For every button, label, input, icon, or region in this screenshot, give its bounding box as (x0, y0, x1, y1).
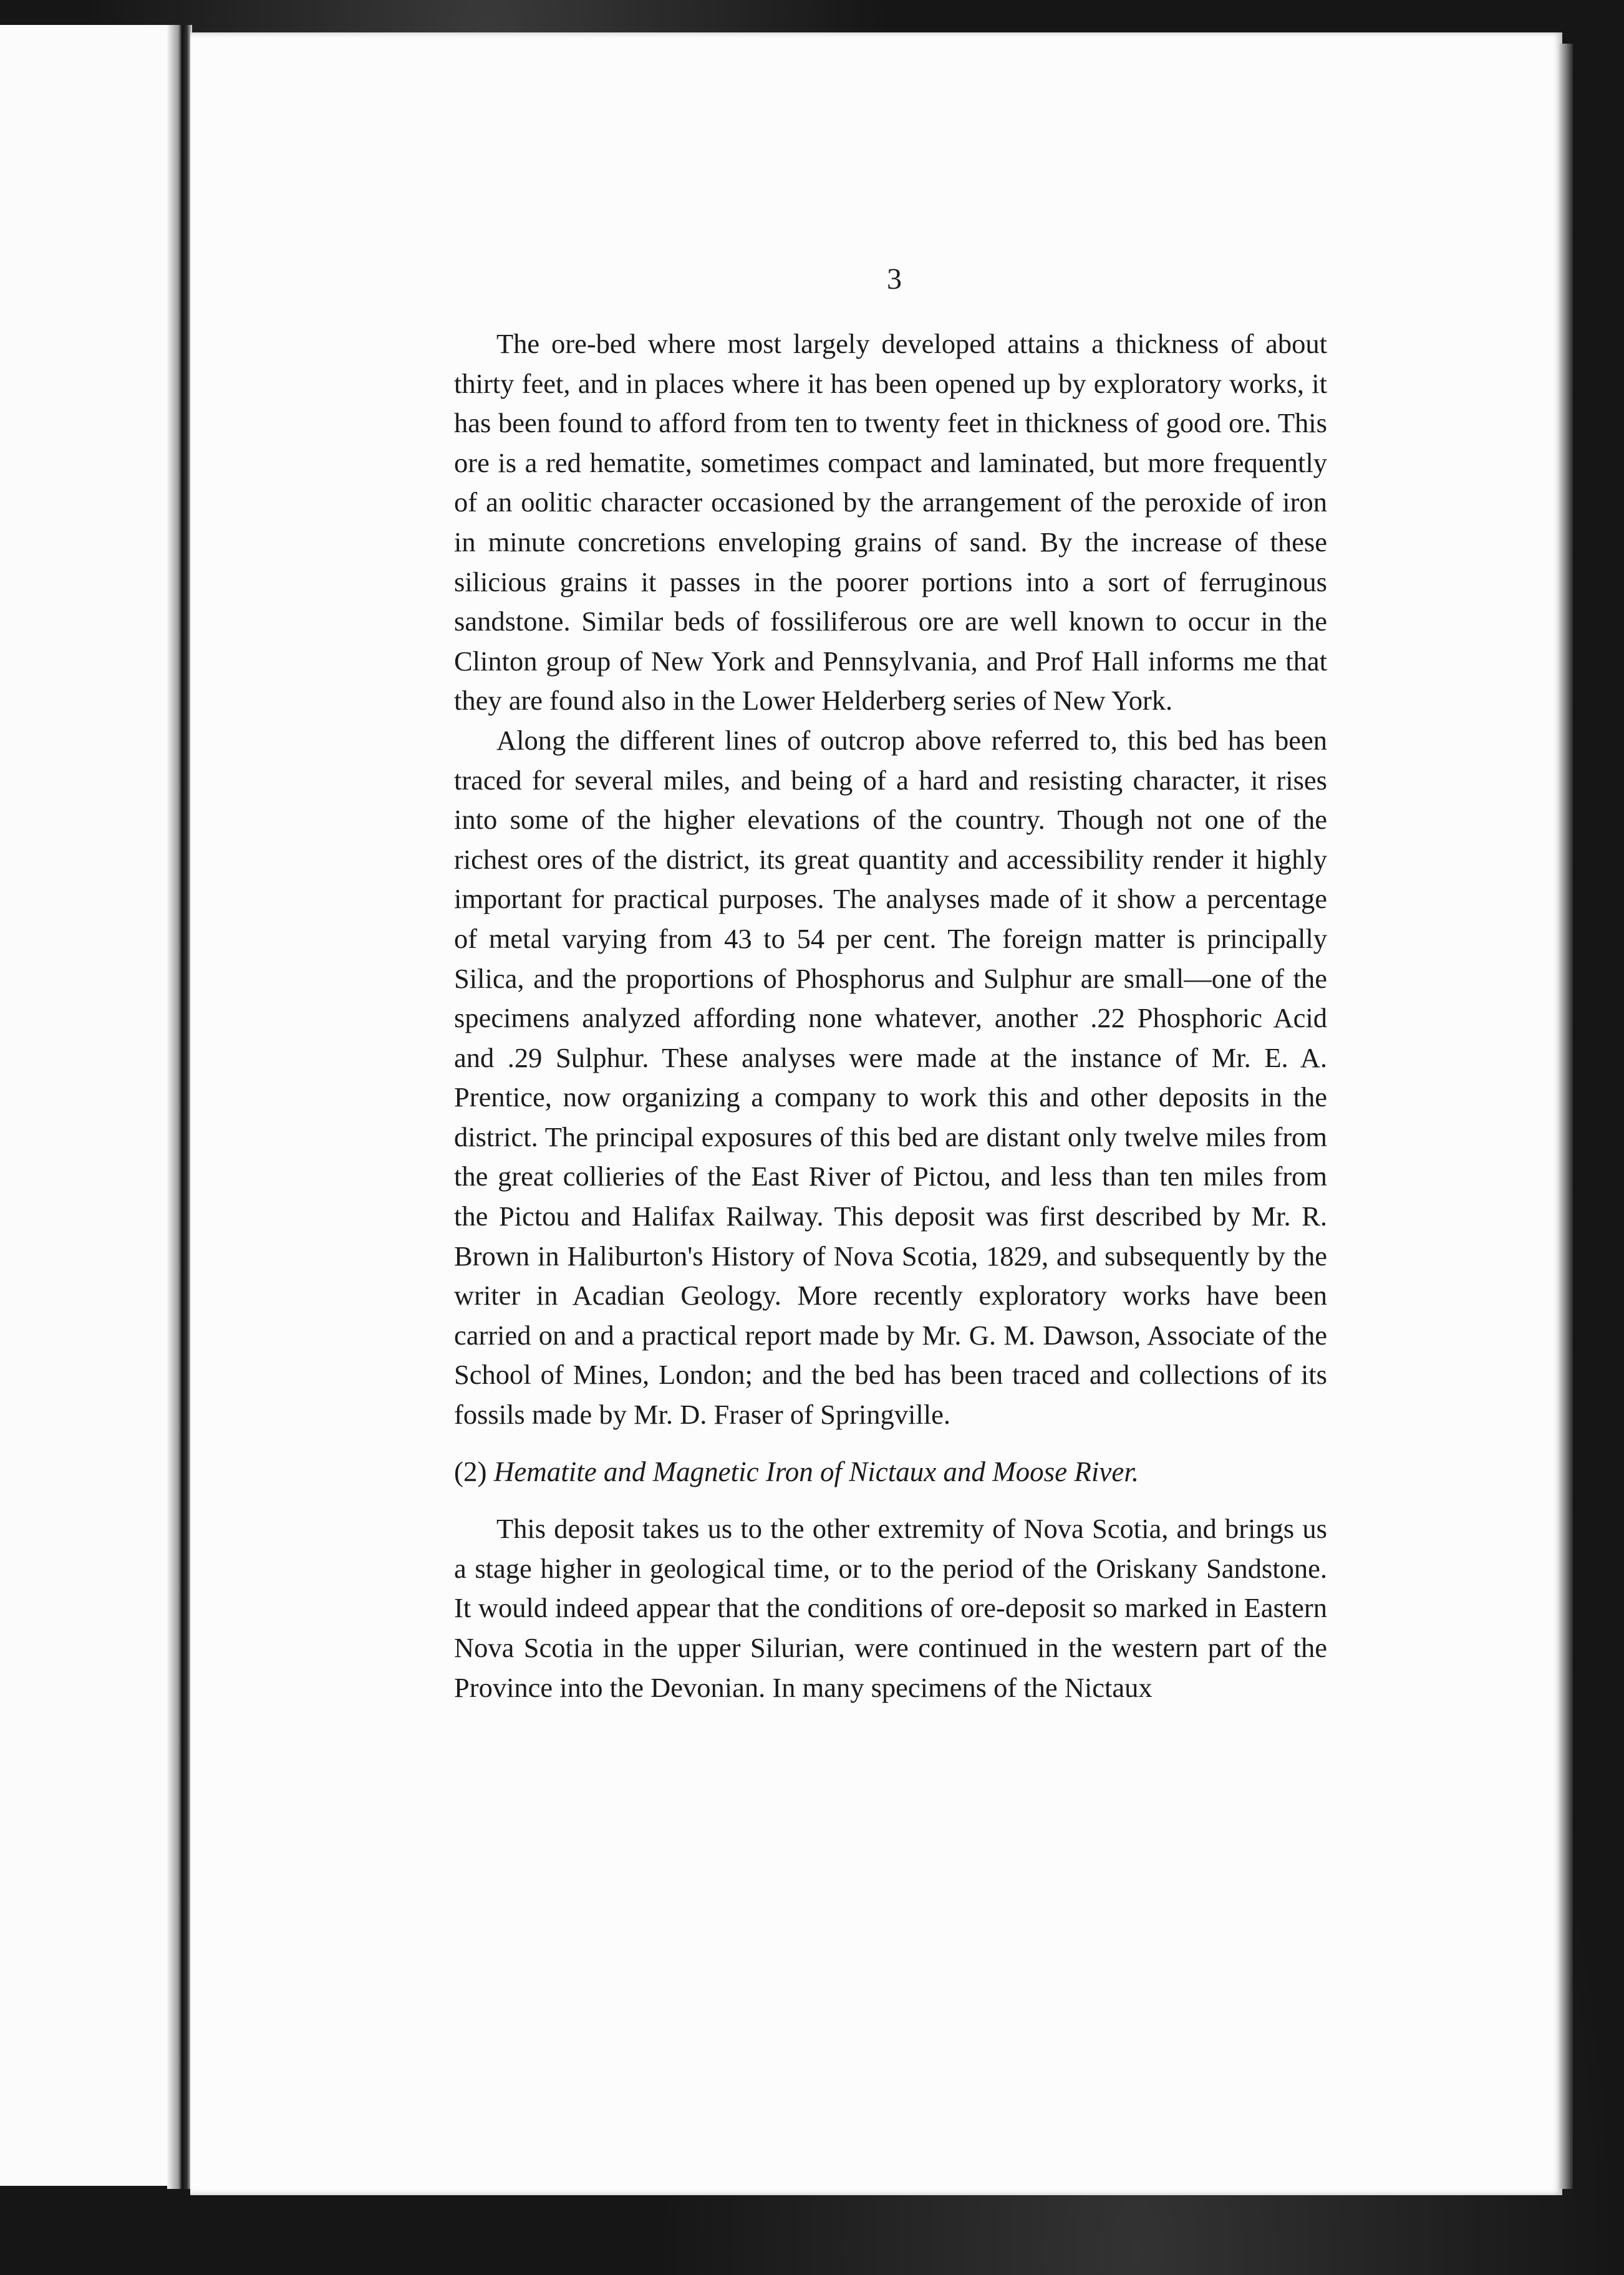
page-number: 3 (887, 263, 902, 296)
left-page-fragment (0, 25, 191, 2186)
page-edge (1559, 44, 1573, 2189)
paragraph-ore-bed: The ore-bed where most largely developed attains a thickness of about thirty feet, and in places where it has been opened up by exploratory works, it has been found to afford from ten to twenty feet in thickness of good ore. This ore is a red hematite, sometimes compact and laminated, but more frequently of an oolitic character occasioned by the arrangement of the peroxide of iron in minute concretions enveloping grains of sand. By the increase of these silicious grains it passes in the poorer portions into a sort of ferruginous sandstone. Similar beds of fossiliferous ore are well known to occur in the Clinton group of New York and Pennsylvania, and Prof Hall informs me that they are found also in the Lower Helderberg series of New York. (454, 328, 1327, 717)
section-title: Hematite and Magnetic Iron of Nictaux and Moose River. (493, 1456, 1139, 1487)
book-gutter (167, 25, 192, 2189)
paragraph-nictaux: This deposit takes us to the other extremity of Nova Scotia, and brings us a stage higher in geological time, or to the period of the Oriskany Sandstone. It would indeed appear that the conditions of ore-deposit so marked in Eastern Nova Scotia in the upper Silurian, were continued in the western part of the Province into the Devonian. In many specimens of the Nictaux (454, 1513, 1327, 1703)
paragraph-outcrop: Along the different lines of outcrop above referred to, this bed has been traced for several miles, and being of a hard and resisting character, it rises into some of the higher elevations of the country. Though not one of the richest ores of the district, its great quantity and accessibility render it highly important for practical purposes. The analyses made of it show a percentage of metal varying from 43 to 54 per cent. The foreign matter is principally Silica, and the proportions of Phosphorus and Sulphur are small—one of the specimens analyzed affording none whatever, another .22 Phosphoric Acid and .29 Sulphur. These analyses were made at the instance of Mr. E. A. Prentice, now organizing a company to work this and other deposits in the district. The principal exposures of this bed are distant only twelve miles from the great collieries of the East River of Pictou, and less than ten miles from the Pictou and Halifax Railway. This deposit was first described by Mr. R. Brown in Haliburton's History of Nova Scotia, 1829, and subsequently by the writer in Acadian Geology. More recently exploratory works have been carried on and a practical report made by Mr. G. M. Dawson, Associate of the School of Mines, London; and the bed has been traced and collections of its fossils made by Mr. D. Fraser of Springville. (454, 724, 1327, 1431)
text-block (454, 324, 1327, 1707)
section-number: (2) (454, 1456, 487, 1487)
section-heading (454, 1452, 1327, 1492)
